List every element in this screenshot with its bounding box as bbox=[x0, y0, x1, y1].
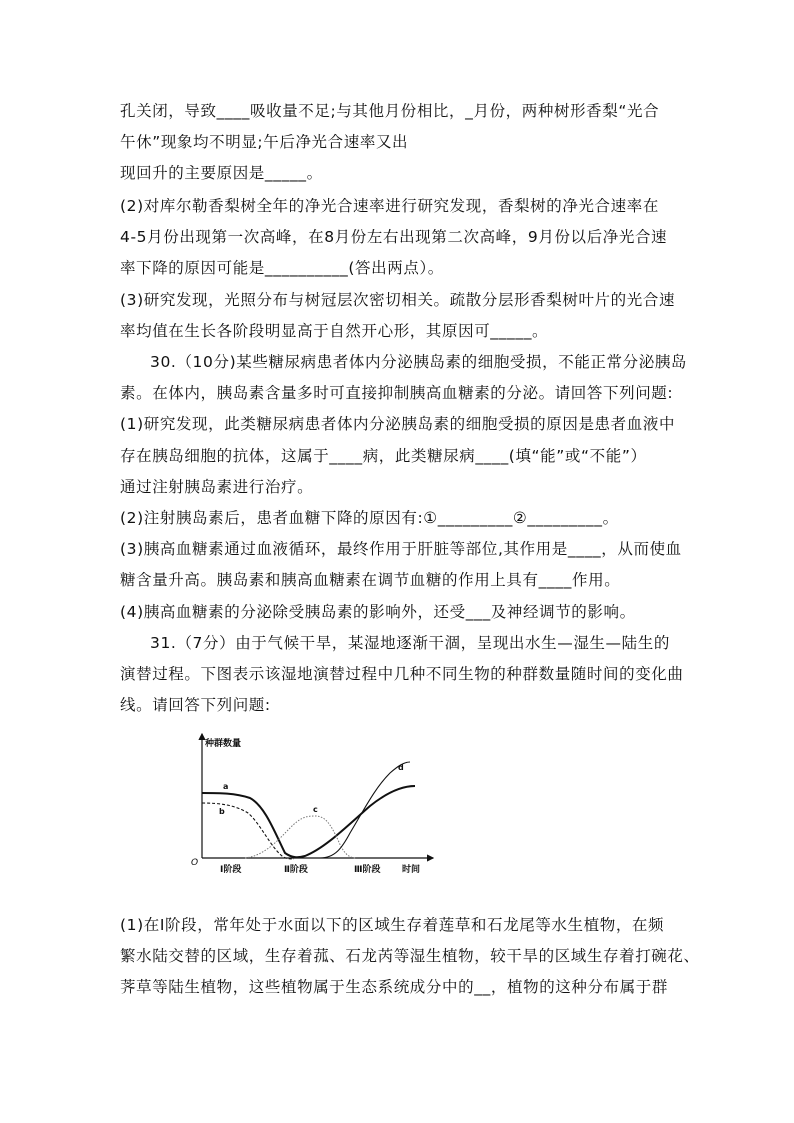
curve-c bbox=[245, 816, 356, 858]
text-line: 孔关闭，导致____吸收量不足;与其他月份相比，_月份，两种树形香梨“光合 bbox=[120, 102, 660, 120]
text-line: 演替过程。下图表示该湿地演替过程中几种不同生物的种群数量随时间的变化曲 bbox=[120, 665, 684, 683]
curve-label-c: c bbox=[313, 805, 318, 814]
text-line: 糖含量升高。胰岛素和胰高血糖素在调节血糖的作用上具有____作用。 bbox=[120, 571, 621, 589]
text-line: 通过注射胰岛素进行治疗。 bbox=[120, 478, 314, 496]
origin-label: O bbox=[191, 858, 199, 868]
x-tick-label: Ⅲ阶段 bbox=[354, 865, 381, 875]
text-line: 4-5月份出现第一次高峰，在8月份左右出现第二次高峰，9月份以后净光合速 bbox=[120, 228, 668, 246]
population-curve-figure bbox=[190, 728, 440, 878]
question-31-heading: 31.（7分）由于气候干旱，某湿地逐渐干涸，呈现出水生—湿生—陆生的 bbox=[150, 634, 670, 652]
x-tick-label: Ⅱ阶段 bbox=[284, 865, 308, 875]
curve-b bbox=[202, 803, 294, 859]
curve-label-a: a bbox=[223, 782, 229, 791]
curve-a bbox=[202, 786, 415, 857]
y-axis-label: 种群数量 bbox=[205, 739, 242, 749]
text-line: 率均值在生长各阶段明显高于自然开心形，其原因可_____。 bbox=[120, 322, 549, 340]
x-tick-label: 时间 bbox=[402, 865, 421, 875]
curve-label-d: d bbox=[398, 763, 404, 772]
text-line: 午休”现象均不明显;午后净光合速率又出 bbox=[120, 133, 409, 151]
text-line: (2)注射胰岛素后，患者血糖下降的原因有:①_________②_________。 bbox=[120, 509, 619, 527]
text-line: 繁水陆交替的区域，生存着菰、石龙芮等湿生植物，较干旱的区域生存着打碗花、 bbox=[120, 947, 700, 965]
x-tick-label: Ⅰ阶段 bbox=[220, 865, 242, 875]
text-line: (4)胰高血糖素的分泌除受胰岛素的影响外，还受___及神经调节的影响。 bbox=[120, 603, 636, 621]
text-line: (3)研究发现，光照分布与树冠层次密切相关。疏散分层形香梨树叶片的光合速 bbox=[120, 291, 676, 309]
curve-label-b: b bbox=[219, 807, 225, 816]
text-line: 荠草等陆生植物，这些植物属于生态系统成分中的__，植物的这种分布属于群 bbox=[120, 978, 669, 996]
text-line: (1)研究发现，此类糖尿病患者体内分泌胰岛素的细胞受损的原因是患者血液中 bbox=[120, 415, 676, 433]
text-line: (2)对库尔勒香梨树全年的净光合速率进行研究发现，香梨树的净光合速率在 bbox=[120, 197, 659, 215]
text-line: (1)在Ⅰ阶段，常年处于水面以下的区域生存着莲草和石龙尾等水生植物，在频 bbox=[120, 916, 665, 934]
question-30-heading: 30.（10分)某些糖尿病患者体内分泌胰岛素的细胞受损，不能正常分泌胰岛 bbox=[150, 353, 688, 371]
text-line: 现回升的主要原因是_____。 bbox=[120, 164, 323, 182]
text-line: 素。在体内，胰岛素含量多时可直接抑制胰高血糖素的分泌。请回答下列问题: bbox=[120, 384, 674, 402]
text-line: 线。请回答下列问题: bbox=[120, 696, 271, 714]
text-line: 存在胰岛细胞的抗体，这属于____病，此类糖尿病____(填“能”或“不能”） bbox=[120, 447, 647, 465]
text-line: (3)胰高血糖素通过血液循环，最终作用于肝脏等部位,其作用是____，从而使血 bbox=[120, 540, 682, 558]
text-line: 率下降的原因可能是__________(答出两点）。 bbox=[120, 259, 444, 277]
